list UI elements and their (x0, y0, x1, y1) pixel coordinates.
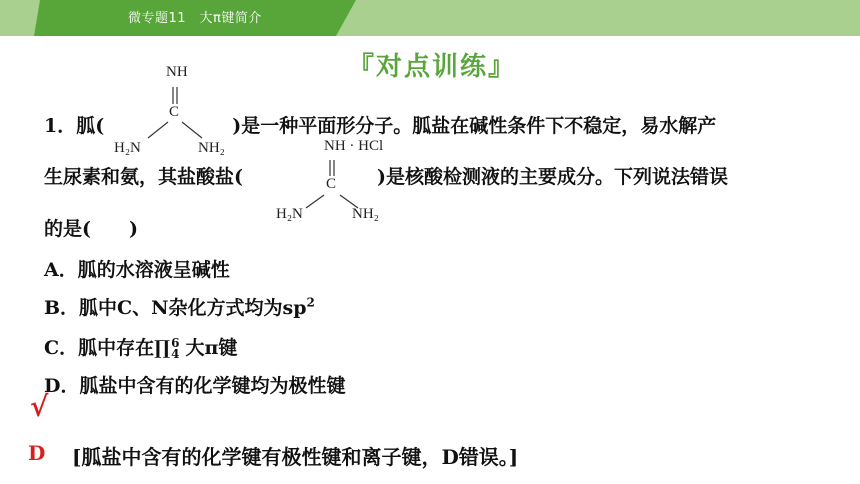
question-intro-part2: )是一种平面形分子。胍盐在碱性条件下不稳定，易水解产 (232, 115, 717, 137)
pi-superscript: 6 (171, 336, 180, 350)
question-number: 1． (44, 115, 77, 137)
pi-indices (171, 338, 179, 360)
option-c (44, 333, 237, 360)
answer-letter: D (28, 441, 46, 465)
option-b-superscript: 2 (306, 295, 315, 310)
section-title: 『对点训练』 (348, 52, 517, 82)
struct2-right: NH₂ (352, 206, 379, 222)
question-line2-part1: 生尿素和氨，其盐酸盐( (44, 166, 243, 188)
struct2-left: H₂N (276, 206, 303, 222)
header-title: 微专题11 大π键简介 (128, 11, 262, 26)
answer-explanation: [胍盐中含有的化学键有极性键和离子键，D错误。] (72, 445, 519, 469)
option-a: A．胍的水溶液呈碱性 (44, 259, 230, 281)
guanidine-hydrochloride-structure (272, 138, 412, 228)
guanidine-structure (108, 60, 258, 160)
question-line2-part2: )是核酸检测液的主要成分。下列说法错误 (377, 166, 728, 188)
option-b (44, 293, 315, 320)
option-c-tail: 大π键 (185, 337, 238, 359)
option-b-text: B．胍中C、N杂化方式均为sp (44, 297, 307, 319)
struct1-right: NH₂ (198, 140, 225, 156)
question-line-3: 的是( ) (44, 218, 138, 240)
struct2-center: C (326, 176, 337, 192)
struct1-left: H₂N (114, 140, 141, 156)
question-intro-part1: 胍( (76, 115, 105, 137)
struct1-center: C (169, 104, 180, 120)
option-c-text: C．胍中存在 (44, 337, 155, 359)
pi-subscript: 4 (171, 347, 180, 361)
check-mark: √ (30, 390, 49, 423)
pi-product-symbol: ∏ (154, 337, 171, 359)
struct2-top: NH · HCl (324, 138, 384, 154)
option-d: D．胍盐中含有的化学键均为极性键 (44, 375, 346, 397)
struct1-top: NH (166, 64, 188, 80)
